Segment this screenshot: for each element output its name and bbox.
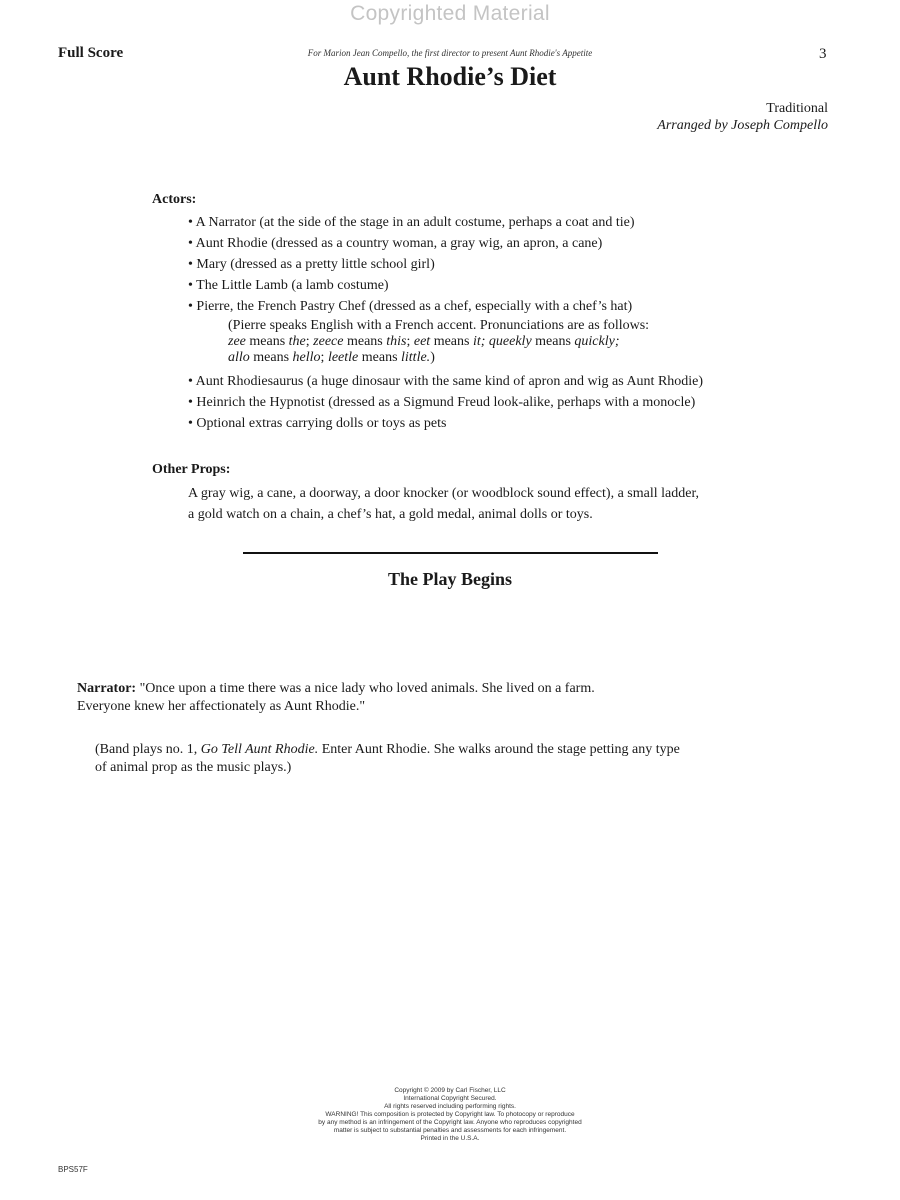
note-line: allo means hello; leetle means little.) [228,350,435,365]
dialogue-text: Everyone knew her affectionately as Aunt Rhodie." [77,699,366,714]
play-begins-heading: The Play Begins [387,569,512,589]
list-item: • Optional extras carrying dolls or toys as pets [188,413,703,434]
list-item: • The Little Lamb (a lamb costume) [188,275,703,296]
actors-list [188,212,703,434]
credits-block [657,100,828,134]
list-item: • Aunt Rhodie (dressed as a country woman, a gray wig, an apron, a cane) [188,233,703,254]
props-heading: Other Props: [152,462,231,477]
narrator-line [77,680,595,716]
list-item: • Aunt Rhodiesaurus (a huge dinosaur with the same kind of apron and wig as Aunt Rhodie) [188,371,703,392]
actors-heading: Actors: [152,192,197,207]
origin-credit: Traditional [766,101,828,116]
dialogue-text: "Once upon a time there was a nice lady who loved animals. She lived on a farm. [139,681,595,696]
arranger-credit: Arranged by Joseph Compello [657,118,828,133]
catalog-number: BPS57F [58,1165,88,1174]
props-text [188,483,808,525]
page-title: Aunt Rhodie’s Diet [343,62,557,91]
list-item: • Mary (dressed as a pretty little school girl) [188,254,703,275]
dedication-line: For Marion Jean Compello, the first director to present Aunt Rhodie's Appetite [307,48,593,58]
stage-direction: (Band plays no. 1, Go Tell Aunt Rhodie. Enter Aunt Rhodie. She walks around the stage petting any type of animal prop as the music plays.) [95,742,680,775]
full-score-label: Full Score [58,45,124,61]
list-item: • Heinrich the Hypnotist (dressed as a Sigmund Freud look-alike, perhaps with a monocle) [188,392,703,413]
pierre-pronunciation-note [188,318,703,366]
section-divider [243,552,658,554]
list-item: • A Narrator (at the side of the stage in an adult costume, perhaps a coat and tie) [188,212,703,233]
page-number: 3 [819,46,827,62]
note-line: (Pierre speaks English with a French accent. Pronunciations are as follows: [228,318,650,333]
song-title: Go Tell Aunt Rhodie. [200,742,319,757]
copyright-watermark: Copyrighted Material [350,2,550,25]
copyright-notice: Copyright © 2009 by Carl Fischer, LLC International Copyright Secured. All rights reserved including performing rights. WARNING! This composition is protected by Copyright law. To photocopy or reproduce by any method is an infringement of the Copyright law. Anyone who reproduces copyrighted matter is subject to substantial penalties and assessments for each infringement. Printed in the U.S.A. [318,1087,582,1142]
speaker-label: Narrator: [77,681,137,696]
props-line: a gold watch on a chain, a chef’s hat, a gold medal, animal dolls or toys. [188,507,593,522]
note-line: zee means the; zeece means this; eet means it; queekly means quickly; [228,334,620,349]
list-item: • Pierre, the French Pastry Chef (dressed as a chef, especially with a chef’s hat) [188,296,703,317]
props-line: A gray wig, a cane, a doorway, a door knocker (or woodblock sound effect), a small ladder, [188,486,700,501]
